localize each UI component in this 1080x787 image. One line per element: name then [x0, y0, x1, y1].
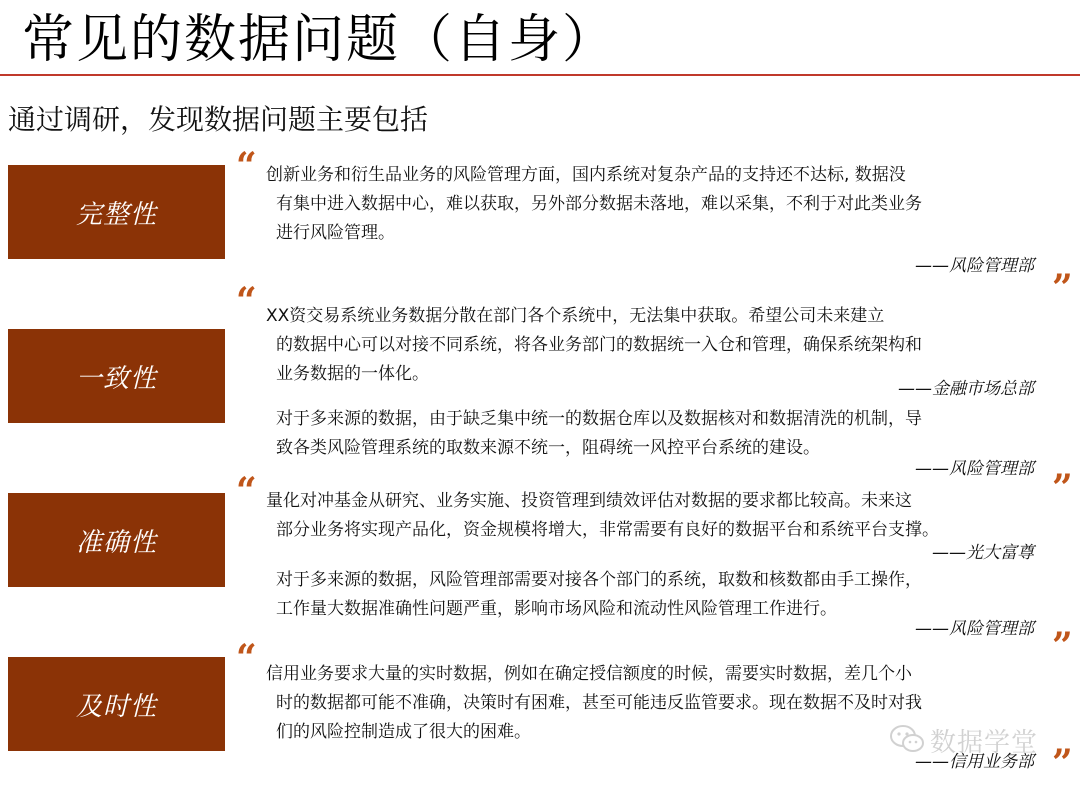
quote-paragraph — [266, 161, 922, 248]
close-quote-mark: ” — [1052, 267, 1073, 309]
quote-line: XX资交易系统业务数据分散在部门各个系统中，无法集中获取。希望公司未来建立 — [266, 306, 885, 326]
quote-paragraph — [266, 660, 922, 747]
quote-line: 业务数据的一体化。 — [276, 364, 429, 384]
quote-line: 工作量大数据准确性问题严重，影响市场风险和流动性风险管理工作进行。 — [276, 599, 837, 619]
quote-paragraph — [276, 566, 922, 624]
quote-source: ——信用业务部 — [915, 752, 1034, 772]
wechat-icon — [890, 724, 924, 758]
close-quote-mark: ” — [1052, 742, 1073, 784]
open-quote-mark: “ — [236, 280, 257, 322]
title-divider — [0, 74, 1080, 76]
section-label: 及时性 — [75, 691, 157, 722]
quote-line: 的数据中心可以对接不同系统，将各业务部门的数据统一入仓和管理，确保系统架构和 — [276, 335, 922, 355]
close-quote-mark: ” — [1052, 625, 1073, 667]
page-subtitle: 通过调研，发现数据问题主要包括 — [8, 103, 429, 136]
section-label-box — [8, 657, 225, 751]
section-label-box — [8, 329, 225, 423]
quote-source: ——风险管理部 — [915, 619, 1034, 639]
open-quote-mark: “ — [236, 145, 257, 187]
quote-line: 对于多来源的数据，风险管理部需要对接各个部门的系统，取数和核数都由手工操作， — [276, 570, 922, 590]
quote-paragraph — [266, 302, 922, 389]
section-label: 完整性 — [75, 199, 157, 230]
quote-line: 创新业务和衍生品业务的风险管理方面，国内系统对复杂产品的支持还不达标, 数据没 — [266, 165, 906, 185]
quote-line: 有集中进入数据中心，难以获取，另外部分数据未落地，难以采集，不利于对此类业务 — [276, 194, 922, 214]
section-label-box — [8, 493, 225, 587]
quote-source: ——光大富尊 — [932, 543, 1034, 563]
quote-source: ——金融市场总部 — [898, 379, 1034, 399]
quote-source: ——风险管理部 — [915, 256, 1034, 276]
quote-line: 量化对冲基金从研究、业务实施、投资管理到绩效评估对数据的要求都比较高。未来这 — [266, 491, 912, 511]
section-label-box — [8, 165, 225, 259]
page-title: 常见的数据问题（自身） — [22, 10, 617, 70]
section-label: 一致性 — [75, 363, 157, 394]
quote-paragraph — [276, 405, 922, 463]
quote-paragraph — [266, 487, 939, 545]
quote-line: 信用业务要求大量的实时数据，例如在确定授信额度的时候，需要实时数据，差几个小 — [266, 664, 912, 684]
quote-line: 致各类风险管理系统的取数来源不统一，阻碍统一风控平台系统的建设。 — [276, 438, 820, 458]
quote-line: 们的风险控制造成了很大的困难。 — [276, 722, 531, 742]
section-label: 准确性 — [75, 527, 157, 558]
quote-line: 时的数据都可能不准确，决策时有困难，甚至可能违反监管要求。现在数据不及时对我 — [276, 693, 922, 713]
close-quote-mark: ” — [1052, 467, 1073, 509]
quote-line: 进行风险管理。 — [276, 223, 395, 243]
quote-source: ——风险管理部 — [915, 459, 1034, 479]
watermark-text: 数据学堂 — [930, 728, 1039, 758]
quote-line: 部分业务将实现产品化，资金规模将增大，非常需要有良好的数据平台和系统平台支撑。 — [276, 520, 939, 540]
open-quote-mark: “ — [236, 637, 257, 679]
watermark — [890, 722, 1038, 759]
quote-line: 对于多来源的数据，由于缺乏集中统一的数据仓库以及数据核对和数据清洗的机制，导 — [276, 409, 922, 429]
open-quote-mark: “ — [236, 470, 257, 512]
